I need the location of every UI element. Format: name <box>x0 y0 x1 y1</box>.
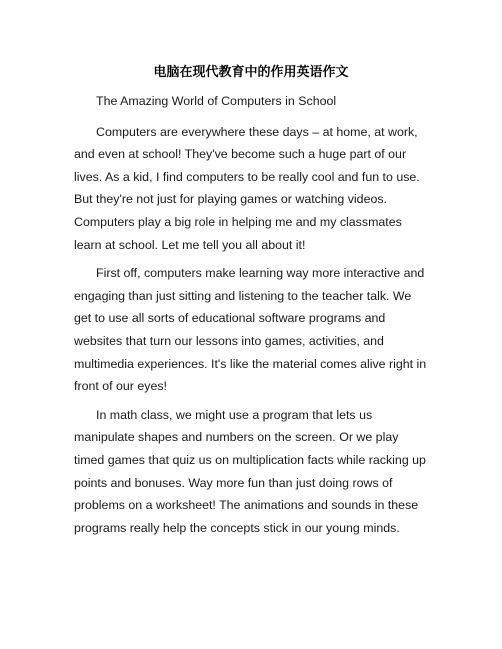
paragraph-2: First off, computers make learning way more interactive and engaging than just sitting and listening to the teacher talk. We get to use all sorts of educational software programs and websites that turn our lessons into games, activities, and multimedia experiences. It's like the material comes alive right in front of our eyes! <box>74 266 427 394</box>
document-body <box>74 90 430 545</box>
paragraph-1: Computers are everywhere these days – at home, at work, and even at school! They've become such a huge part of our lives. As a kid, I find computers to be really cool and fun to use. But they're not just for playing games or watching videos. Computers play a big role in helping me and my classmates learn at school. Let me tell you all about it! <box>74 124 420 252</box>
essay-subtitle: The Amazing World of Computers in School <box>96 94 337 108</box>
paragraph-3: In math class, we might use a program that lets us manipulate shapes and numbers on the screen. Or we play timed games that quiz us on multiplication facts while racking up points and bonuses. Way more fun than just doing rows of problems on a worksheet! The animations and sounds in these programs really help the concepts stick in our young minds. <box>74 407 426 535</box>
document-title: 电脑在现代教育中的作用英语作文 <box>153 65 349 80</box>
